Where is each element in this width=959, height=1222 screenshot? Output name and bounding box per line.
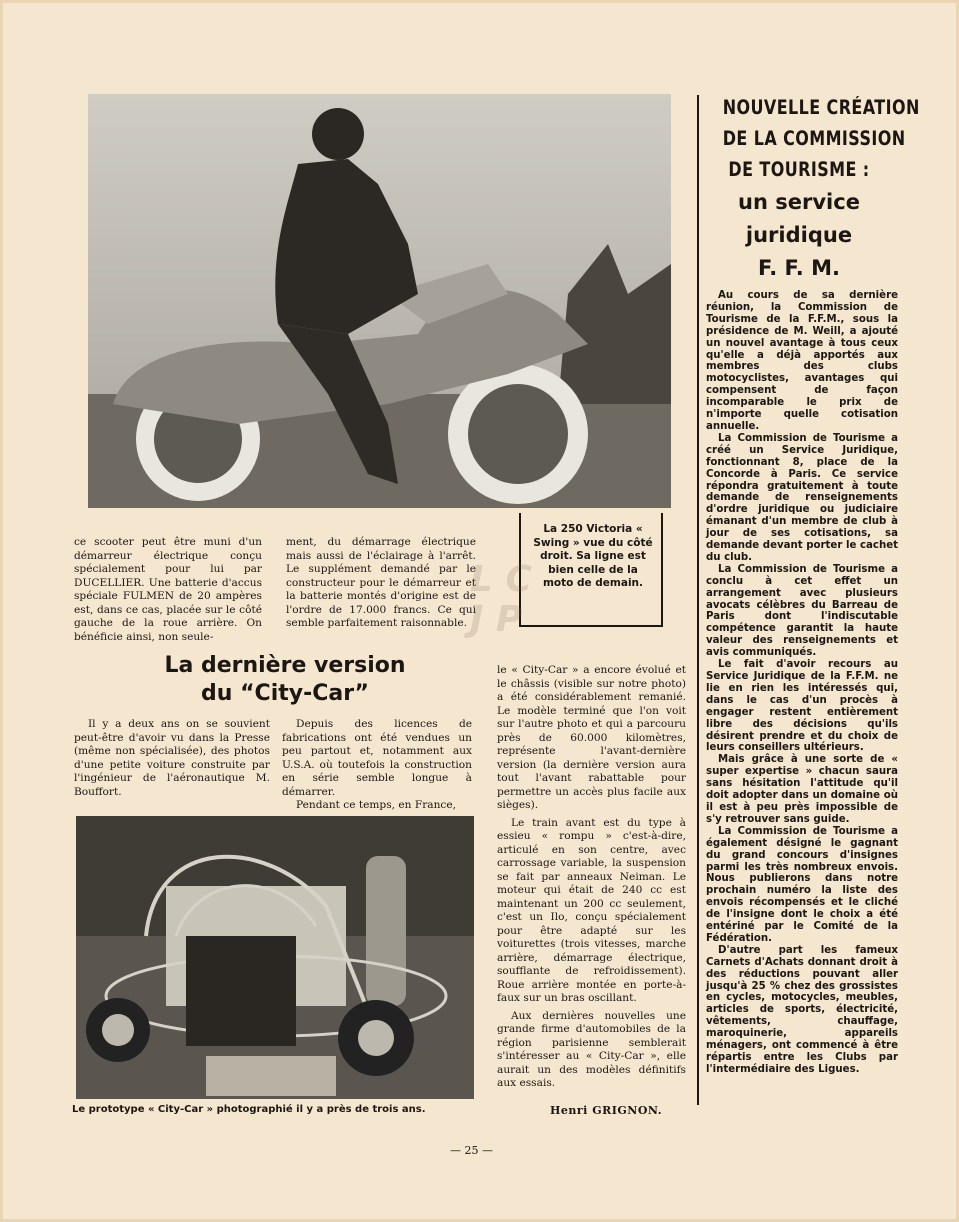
motorcycle-rider-icon (88, 94, 671, 508)
page-number: — 25 — (450, 1144, 493, 1157)
headline-line-1: La dernière version (164, 653, 406, 678)
article-column-2 (282, 718, 472, 813)
column-divider (697, 95, 699, 1105)
article-text-2b: Pendant ce temps, en France, (296, 799, 456, 811)
sidebar-paragraph-2: La Commission de Tourisme a créé un Service Juridique, fonctionnant 8, place de la Concorde à Paris. Ce service répondra gratuitement à toute demande de renseignements d'ordre juridique ou judiciaire émanant d'un membre de club à jour de ses cotisations, sa demande devant porter le cachet du club. (706, 432, 898, 563)
city-car-caption: Le prototype « City-Car » photographié il y a près de trois ans. (72, 1104, 426, 1115)
article-text-2a: Depuis des licences de fabrications ont été vendues un peu partout et, notamment aux U.S.A. où toutefois la construction en série semble longue à démarrer. (282, 718, 472, 798)
sidebar-body (706, 290, 898, 1076)
author-signature: Henri GRIGNON. (550, 1104, 663, 1117)
intro-column-1 (74, 536, 262, 644)
article-text-1: Il y a deux ans on se souvient peut-être d'avoir vu dans la Presse (même non spécialisée), des photos d'une petite voiture construite par l'ingénieur de l'aéronautique M. Bouffort. (74, 718, 270, 798)
sidebar-subtitle-line-1: un service (738, 190, 860, 214)
library-watermark-icon: L C J P (470, 559, 532, 640)
sidebar-paragraph-5: Mais grâce à une sorte de « super expertise » chacun saura sans hésitation l'attitude qu'il doit adopter dans un domaine où il est à peu près impossible de s'y retrouver sans guide. (706, 754, 898, 825)
sidebar-subtitle-line-2: juridique (745, 223, 853, 247)
sidebar-paragraph-6: La Commission de Tourisme a également désigné le gagnant du grand concours d'insignes parmi les très nombreux envois. Nous publierons dans notre prochain numéro la liste des envois récompensés et le cliché de l'insigne dont le choix a été entériné par le Comité de la Fédération. (706, 825, 898, 944)
sidebar-title (706, 92, 920, 284)
photo-caption-box: La 250 Victoria « Swing » vue du côté droit. Sa ligne est bien celle de la moto de demain. (519, 513, 663, 627)
city-car-photo (76, 816, 474, 1099)
headline-line-2: du “City-Car” (201, 681, 369, 706)
sidebar-title-line-3: DE TOURISME : (728, 158, 870, 181)
sidebar-title-line-2: DE LA COMMISSION (722, 127, 906, 150)
sidebar-subtitle-line-3: F. F. M. (758, 256, 840, 280)
sidebar-paragraph-1: Au cours de sa dernière réunion, la Commission de Tourisme de la F.F.M., sous la présidence de M. Weill, a ajouté un nouvel avantage à tous ceux qu'elle a déjà apportés aux membres des clubs motocyclistes, avantages qui compensent de façon incomparable le prix de n'importe quelle cotisation annuelle. (706, 290, 898, 432)
article-text-3b: Le train avant est du type à essieu « rompu » c'est-à-dire, articulé en son centre, avec carrossage variable, la suspension se fait par anneaux Neiman. Le moteur qui était de 240 cc est maintenant un 200 cc seulement, c'est un Ilo, conçu spécialement pour être adapté sur les voiturettes (trois vitesses, marche arrière, démarrage électrique, soufflante de refroidissement). Roue arrière montée en porte-à-faux sur un bras oscillant. (497, 816, 686, 1004)
sidebar-paragraph-3: La Commission de Tourisme a conclu à cet effet un arrangement avec plusieurs avocats célèbres du Barreau de Paris dont l'indiscutable compétence garantit la haute valeur des renseignements et avis communiqués. (706, 563, 898, 659)
article-text-3c: Aux dernières nouvelles une grande firme d'automobiles de la région parisienne semblerait s'intéresser au « City-Car », elle aurait un des modèles définitifs aux essais. (497, 1009, 686, 1089)
article-column-3 (497, 664, 686, 1091)
article-column-1 (74, 718, 270, 799)
intro-text-2: ment, du démarrage électrique mais aussi de l'éclairage à l'arrêt. Le supplément demandé par le constructeur pour le démarreur et la batterie montés d'origine est de l'ordre de 17.000 francs. Ce qui semble parfaitement raisonnable. (286, 536, 476, 629)
article-text-3a: le « City-Car » a encore évolué et le châssis (visible sur notre photo) a été considérablement remanié. Le modèle terminé que l'on voit sur l'autre photo et qui a parcouru près de 60.000 kilomètres, représente l'avant-dernière version (la dernière version aura tout l'avant rabattable pour permettre un accès plus facile aux sièges). (497, 664, 686, 811)
sidebar-paragraph-4: Le fait d'avoir recours au Service Juridique de la F.F.M. ne lie en rien les intéressés qui, dans le cas d'un procès à engager restent entièrement libre des décisions qu'ils désirent prendre et du choix de leurs conseillers ultérieurs. (706, 659, 898, 754)
sidebar-paragraph-7: D'autre part les fameux Carnets d'Achats donnant droit à des réductions pouvant aller jusqu'à 25 % chez des grossistes en cycles, motocycles, meubles, articles de sports, électricité, vêtements, chauffage, maroquinerie, appareils ménagers, ont commencé à être répartis entre les Clubs par l'intermédiaire des Ligues. (706, 944, 898, 1075)
article-headline (95, 652, 475, 708)
intro-column-2 (286, 536, 476, 631)
motorcycle-photo (88, 94, 671, 508)
intro-text-1: ce scooter peut être muni d'un démarreur électrique conçu spécialement pour lui par DUCELLIER. Une batterie d'accus spéciale FULMEN de 20 ampères est, dans ce cas, placée sur le côté gauche de la roue arrière. On bénéficie ainsi, non seule- (74, 536, 262, 643)
city-car-chassis-icon (76, 816, 474, 1099)
sidebar-title-line-1: NOUVELLE CRÉATION (722, 96, 920, 119)
